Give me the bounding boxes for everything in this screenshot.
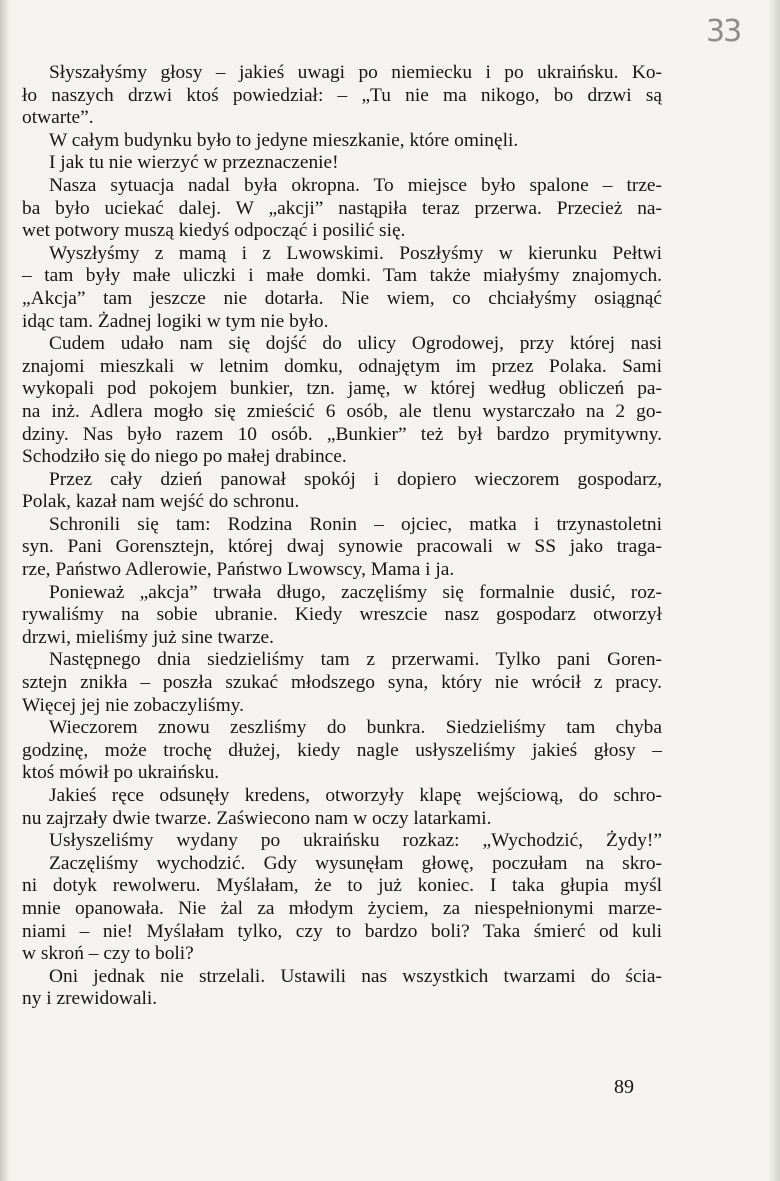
text-line: wykopali pod pokojem bunkier, tzn. jamę, w której według obliczeń pa- (22, 378, 662, 400)
text-line: na inż. Adlera mogło się zmieścić 6 osób, ale tlenu wystarczało na 2 go- (22, 400, 662, 422)
text-line: I jak tu nie wierzyć w przeznaczenie! (49, 152, 339, 174)
text-line: Jakieś ręce odsunęły kredens, otworzyły klapę wejściową, do schro- (49, 785, 662, 806)
text-line: Słyszałyśmy głosy – jakieś uwagi po niemiecku i po ukraińsku. Ko- (49, 62, 662, 83)
text-line: ni dotyk rewolweru. Myślałam, że to już koniec. I taka głupia myśl (22, 875, 662, 897)
text-line: Wieczorem znowu zeszliśmy do bunkra. Siedzieliśmy tam chyba (49, 717, 662, 739)
text-line: Usłyszeliśmy wydany po ukraińsku rozkaz: „Wychodzić, Żydy!” (49, 830, 662, 852)
text-line: wet potwory muszą kiedyś odpocząć i posilić się. (22, 220, 406, 242)
text-line: ło naszych drzwi ktoś powiedział: – „Tu nie ma nikogo, bo drzwi są (22, 84, 662, 106)
text-line: Cudem udało nam się dojść do ulicy Ogrodowej, przy której nasi (49, 333, 662, 355)
text-line: Więcej jej nie zobaczyliśmy. (22, 694, 244, 716)
text-line: otwarte”. (22, 107, 94, 129)
text-line: Schronili się tam: Rodzina Ronin – ojciec, matka i trzynastoletni (49, 513, 662, 535)
text-line: godzinę, może trochę dłużej, kiedy nagle usłyszeliśmy jakieś głosy – (22, 739, 662, 761)
page-number: 89 (614, 1076, 634, 1098)
scan-edge-right (768, 0, 780, 1181)
text-line: – tam były małe uliczki i małe domki. Tam także miałyśmy znajomych. (22, 265, 662, 287)
text-line: mnie opanowała. Nie żal za młodym życiem, za niespełnionymi marze- (22, 897, 662, 919)
text-line: idąc tam. Żadnej logiki w tym nie było. (22, 310, 329, 332)
text-line: Schodziło się do niego po małej drabince. (22, 446, 347, 468)
scan-edge-left (0, 0, 10, 1181)
text-line: Zaczęliśmy wychodzić. Gdy wysunęłam głowę, poczułam na skro- (49, 852, 662, 874)
text-line: dziny. Nas było razem 10 osób. „Bunkier” też był bardzo prymitywny. (22, 423, 662, 445)
text-line: W całym budynku było to jedyne mieszkanie, które ominęli. (49, 129, 519, 151)
text-line: Polak, kazał nam wejść do schronu. (22, 491, 300, 513)
text-line: Przez cały dzień panował spokój i dopiero wieczorem gospodarz, (49, 468, 662, 490)
text-line: rywaliśmy na sobie ubranie. Kiedy wreszcie nasz gospodarz otworzył (22, 604, 662, 626)
body-text (22, 62, 662, 1011)
handwritten-page-note: 33 (706, 14, 741, 49)
text-line: rze, Państwo Adlerowie, Państwo Lwowscy, Mama i ja. (22, 559, 455, 581)
text-line: w skroń – czy to boli? (22, 943, 194, 965)
text-line: Oni jednak nie strzelali. Ustawili nas wszystkich twarzami do ścia- (49, 965, 662, 987)
text-line: znajomi mieszkali w letnim domku, odnajętym im przez Polaka. Sami (22, 355, 662, 377)
text-line: Nasza sytuacja nadal była okropna. To miejsce było spalone – trze- (49, 174, 662, 196)
text-line: ktoś mówił po ukraińsku. (22, 762, 220, 784)
text-line: Wyszłyśmy z mamą i z Lwowskimi. Poszłyśmy w kierunku Pełtwi (49, 242, 662, 264)
text-line: drzwi, mieliśmy już sine twarze. (22, 626, 275, 648)
text-line: niami – nie! Myślałam tylko, czy to bardzo boli? Taka śmierć od kuli (22, 920, 662, 942)
text-line: syn. Pani Gorensztejn, której dwaj synowie pracowali w SS jako traga- (22, 536, 662, 558)
text-line: sztejn znikła – poszła szukać młodszego syna, który nie wrócił z pracy. (22, 672, 662, 694)
text-line: nu zajrzały dwie twarze. Zaświecono nam w oczy latarkami. (22, 807, 492, 829)
text-line: „Akcja” tam jeszcze nie dotarła. Nie wiem, co chciałyśmy osiągnąć (22, 287, 662, 309)
text-line: ba było uciekać dalej. W „akcji” nastąpiła teraz przerwa. Przecież na- (22, 197, 662, 219)
text-line: ny i zrewidowali. (22, 988, 158, 1010)
text-line: Następnego dnia siedzieliśmy tam z przerwami. Tylko pani Goren- (49, 649, 662, 671)
text-line: Ponieważ „akcja” trwała długo, zaczęliśmy się formalnie dusić, roz- (49, 581, 662, 603)
